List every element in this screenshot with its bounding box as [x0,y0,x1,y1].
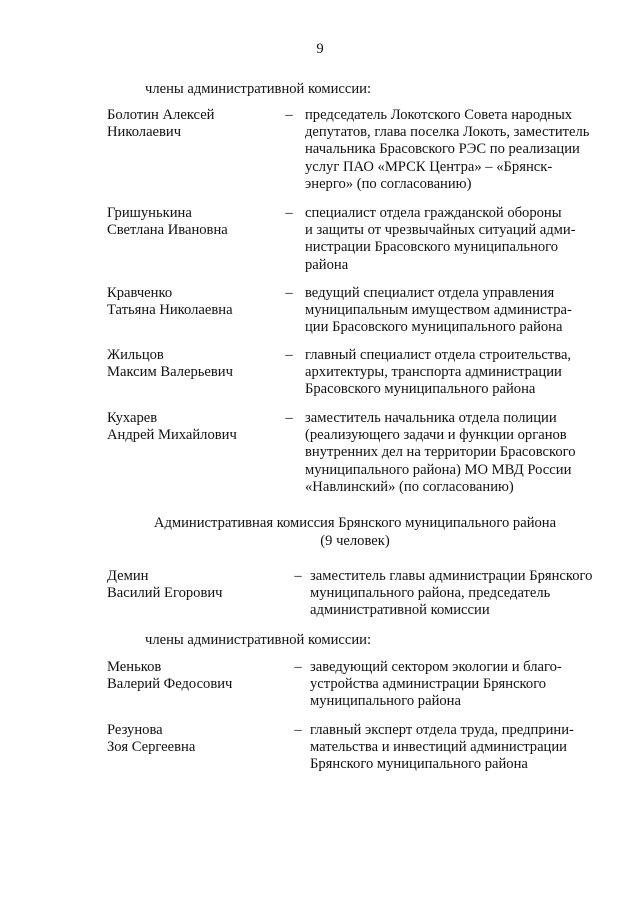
members-heading: члены административной комиссии: [145,632,372,648]
dash-separator: – [285,285,293,301]
member-patronymic: Светлана Ивановна [107,222,228,239]
member-patronymic: Андрей Михайлович [107,427,237,444]
dash-separator: – [294,722,302,738]
member-surname-firstname: Гришунькина [107,205,192,221]
dash-separator: – [285,107,293,123]
commission-count: (9 человек) [320,533,390,549]
member-role: главный эксперт отдела труда, предприни- мательства и инвестиций администрации Брянского муниципального района [310,722,574,773]
member-firstname-patronymic: Валерий Федосович [107,676,233,693]
member-patronymic: Николаевич [107,124,182,141]
member-name [107,410,287,444]
member-patronymic: Максим Валерьевич [107,364,233,381]
member-name [107,347,287,381]
member-name [107,205,287,239]
member-surname-firstname: Кравченко [107,285,173,301]
dash-separator: – [285,410,293,426]
member-surname-firstname: Болотин Алексей [107,107,215,123]
dash-separator: – [294,659,302,675]
member-name [107,285,287,319]
page-number: 9 [316,41,324,57]
chair-role: заместитель главы администрации Брянского муниципального района, председатель административной комиссии [310,568,593,619]
chair-surname: Демин [107,568,149,584]
member-role: ведущий специалист отдела управления муниципальным имуществом администра- ции Брасовского муниципального района [305,285,572,336]
member-role: специалист отдела гражданской обороны и защиты от чрезвычайных ситуаций адми- нистрации Брасовского муниципального района [305,205,576,273]
member-name [107,659,287,693]
member-surname: Меньков [107,659,162,675]
member-firstname-patronymic: Зоя Сергеевна [107,739,196,756]
dash-separator: – [285,347,293,363]
member-surname-firstname: Кухарев [107,410,158,426]
members-heading: члены административной комиссии: [145,81,372,97]
member-role: главный специалист отдела строительства, архитектуры, транспорта администрации Брасовского муниципального района [305,347,572,398]
commission-title: Административная комиссия Брянского муниципального района [153,515,557,531]
member-patronymic: Татьяна Николаевна [107,302,233,319]
member-role: заведующий сектором экологии и благо- устройства администрации Брянского муниципального района [310,659,562,710]
dash-separator: – [294,568,302,584]
member-surname: Резунова [107,722,163,738]
member-role: председатель Локотского Совета народных депутатов, глава поселка Локоть, заместитель начальника Брасовского РЭС по реализации услуг ПАО «МРСК Центра» – «Брянск- энерго» (по согласованию) [305,107,590,192]
chair-name [107,568,287,602]
member-surname-firstname: Жильцов [107,347,164,363]
member-role: заместитель начальника отдела полиции (реализующего задачи и функции органов внутренних дел на территории Брасовского муниципального района) МО МВД России «Навлинский» (по согласованию) [305,410,576,495]
member-name [107,107,287,141]
dash-separator: – [285,205,293,221]
chair-firstname-patronymic: Василий Егорович [107,585,223,602]
member-name [107,722,287,756]
